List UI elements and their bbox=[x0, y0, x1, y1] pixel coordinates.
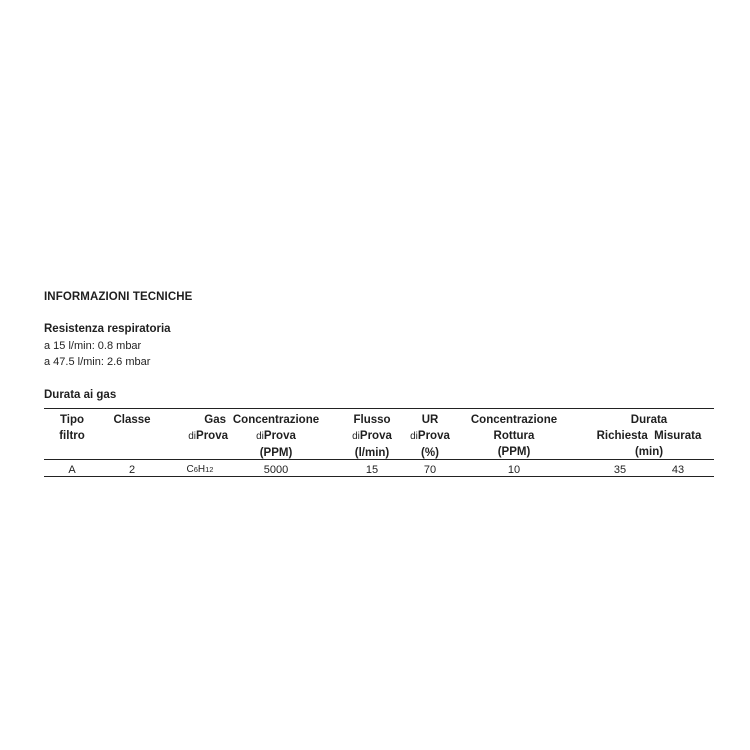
cell-flusso: 15 bbox=[365, 464, 379, 476]
cell-tipo: A bbox=[68, 464, 76, 476]
header-durata-line2 bbox=[584, 428, 714, 444]
formula-c: C bbox=[186, 464, 194, 475]
table-bottom-rule bbox=[44, 476, 714, 477]
header-durata-line1: Durata bbox=[630, 414, 668, 426]
cell-misurata: 43 bbox=[671, 464, 685, 476]
header-gas-prefix: di bbox=[188, 431, 197, 442]
header-ur-line3: (%) bbox=[421, 447, 439, 459]
gas-duration-title: Durata ai gas bbox=[44, 389, 117, 401]
header-conc-line1: Concentrazione bbox=[232, 414, 320, 426]
resistance-line-2: a 47.5 l/min: 2.6 mbar bbox=[44, 356, 151, 368]
resistance-line-1: a 15 l/min: 0.8 mbar bbox=[44, 340, 142, 352]
header-conc-line3: (PPM) bbox=[259, 447, 293, 459]
page-title: INFORMAZIONI TECNICHE bbox=[44, 291, 193, 303]
header-conc-line2 bbox=[228, 428, 324, 445]
cell-concentrazione: 5000 bbox=[263, 464, 289, 476]
header-flusso-prefix: di bbox=[352, 431, 360, 442]
resistance-title: Resistenza respiratoria bbox=[44, 323, 171, 335]
cell-classe: 2 bbox=[128, 464, 136, 476]
header-ur-line1: UR bbox=[421, 414, 439, 426]
header-conc-prova: Prova bbox=[263, 430, 296, 442]
cell-richiesta: 35 bbox=[613, 464, 627, 476]
header-misurata: Misurata bbox=[654, 430, 702, 442]
formula-6: 6 bbox=[193, 465, 198, 474]
header-flusso-line2 bbox=[344, 428, 400, 445]
header-flusso-prova: Prova bbox=[359, 430, 392, 442]
header-richiesta: Richiesta bbox=[596, 430, 648, 442]
table-top-rule bbox=[44, 408, 714, 409]
formula-h: H bbox=[197, 464, 206, 475]
header-tipo-filtro bbox=[44, 412, 100, 444]
header-flusso-line3: (l/min) bbox=[354, 447, 390, 459]
header-conc-prefix: di bbox=[256, 431, 264, 442]
header-durata bbox=[584, 412, 714, 460]
header-gas-prova: Prova bbox=[196, 430, 228, 442]
header-tipo-line2: filtro bbox=[59, 430, 85, 442]
header-rott-line1: Concentrazione bbox=[470, 414, 558, 426]
header-gas-line1: Gas bbox=[204, 414, 226, 426]
header-rott-line2: Rottura bbox=[493, 430, 535, 442]
header-flusso bbox=[344, 412, 400, 461]
header-ur-prova: Prova bbox=[417, 430, 450, 442]
header-ur-prefix: di bbox=[410, 431, 418, 442]
header-tipo-line1: Tipo bbox=[59, 414, 85, 426]
header-gas bbox=[172, 412, 228, 445]
table-header-rule bbox=[44, 459, 714, 460]
header-durata-line3: (min) bbox=[634, 446, 664, 458]
header-rottura bbox=[466, 412, 562, 460]
header-ur-line2 bbox=[402, 428, 458, 445]
header-classe: Classe bbox=[113, 414, 151, 426]
cell-ur: 70 bbox=[423, 464, 437, 476]
formula-12: 12 bbox=[205, 465, 214, 474]
cell-rottura: 10 bbox=[507, 464, 521, 476]
header-rott-line3: (PPM) bbox=[497, 446, 531, 458]
header-flusso-line1: Flusso bbox=[353, 414, 391, 426]
header-ur bbox=[402, 412, 458, 461]
header-gas-line2 bbox=[172, 428, 228, 445]
header-concentrazione bbox=[228, 412, 324, 461]
